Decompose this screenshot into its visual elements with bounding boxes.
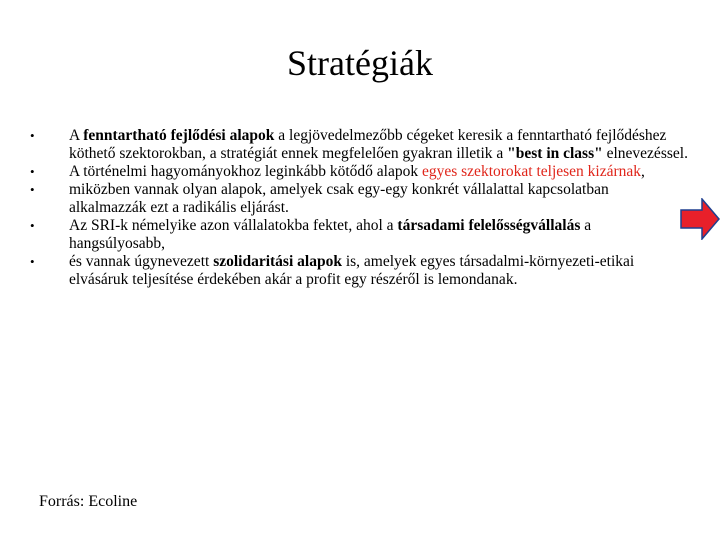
- bullet-text-normal: és vannak úgynevezett: [69, 253, 214, 270]
- source-note: Forrás: Ecoline: [39, 493, 138, 510]
- bullet-marker: •: [30, 128, 35, 143]
- bullet-text-normal: A: [69, 127, 84, 144]
- bullet-text-normal: a legjövedelmezőbb cégeket keresik a fenntartható fejlődéshez köthető szektorokban, a stratégiát ennek megfelelően gyakran illetik a: [69, 127, 667, 162]
- bullet-marker: •: [30, 164, 35, 179]
- bullet-item: [30, 163, 690, 181]
- bullet-text-bold: társadami felelősségvállalás: [397, 217, 581, 234]
- slide-title: Stratégiák: [287, 43, 433, 83]
- bullet-text-bold: "best in class": [507, 145, 603, 162]
- bullet-text-normal: Az SRI-k némelyike azon vállalatokba fektet, ahol a: [69, 217, 398, 234]
- bullet-text-normal: miközben vannak olyan alapok, amelyek csak egy-egy konkrét vállalattal kapcsolatban alkalmazzák ezt a radikális eljárást.: [69, 181, 609, 216]
- bullet-item: [30, 181, 690, 217]
- bullet-item: [30, 253, 690, 289]
- bullet-marker: •: [30, 254, 35, 269]
- bullet-text-normal: is, amelyek egyes társadalmi-környezeti-etikai elvásáruk teljesítése érdekében akár a profit egy részéről is lemondanak.: [69, 253, 635, 288]
- bullet-text-bold: fenntartható fejlődési alapok: [83, 127, 275, 144]
- bullet-marker: •: [30, 218, 35, 233]
- bullet-item: [30, 127, 690, 163]
- bullet-text-normal: a hangsúlyosabb,: [69, 217, 592, 252]
- bullet-list: [30, 127, 690, 289]
- bullet-text-red: egyes szektorokat teljesen kizárnak: [421, 163, 642, 180]
- right-arrow-icon[interactable]: [680, 198, 720, 240]
- bullet-text-normal: ,: [641, 163, 645, 180]
- arrow-shape: [681, 199, 719, 239]
- bullet-item: [30, 217, 690, 253]
- bullet-text-bold: szolidaritási alapok: [213, 253, 342, 270]
- bullet-marker: •: [30, 182, 35, 197]
- bullet-text-normal: A történelmi hagyományokhoz leginkább kötődő alapok: [69, 163, 422, 180]
- bullet-text-normal: elnevezéssel.: [602, 145, 688, 162]
